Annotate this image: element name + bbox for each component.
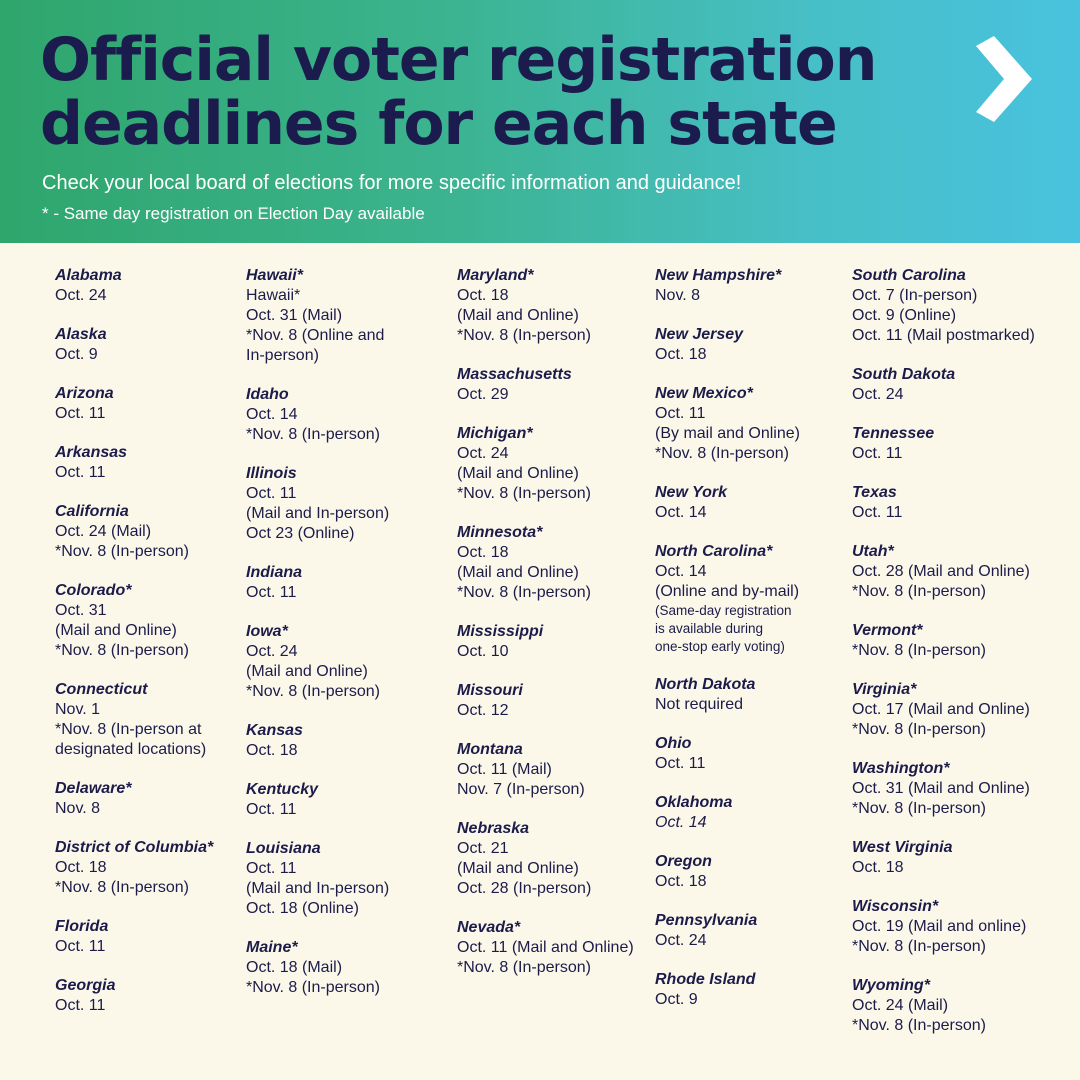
deadline-line: Oct. 28 (Mail and Online): [852, 563, 1030, 580]
state-name: Colorado*: [55, 582, 132, 599]
deadline-line: *Nov. 8 (In-person): [246, 683, 380, 700]
state-name: Virginia*: [852, 681, 917, 698]
state-entry: [852, 266, 1035, 346]
deadline-line: *Nov. 8 (In-person): [655, 445, 789, 462]
states-column-1: [55, 266, 213, 1035]
deadline-line: Oct. 14: [655, 563, 707, 580]
state-name: Michigan*: [457, 425, 533, 442]
deadline-line: Oct. 18: [655, 873, 707, 890]
state-entry: [55, 581, 213, 661]
deadline-line: Oct. 11: [246, 584, 297, 601]
state-entry: [55, 502, 213, 562]
state-entry: [852, 680, 1035, 740]
state-name: Alaska: [55, 326, 107, 343]
deadline-line: Oct. 9: [655, 991, 698, 1008]
state-entry: [655, 911, 800, 951]
deadline-line: Oct 23 (Online): [246, 525, 355, 542]
deadline-line: *Nov. 8 (In-person): [852, 642, 986, 659]
deadline-line: (Mail and In-person): [246, 880, 390, 897]
deadline-line: Oct. 21: [457, 840, 509, 857]
deadline-line: *Nov. 8 (In-person): [55, 642, 189, 659]
deadline-line: Oct. 14: [655, 504, 707, 521]
deadline-line: *Nov. 8 (In-person): [246, 979, 380, 996]
deadline-line: Oct. 11 (Mail and Online): [457, 939, 634, 956]
deadline-line: *Nov. 8 (In-person): [55, 543, 189, 560]
deadline-line: (Mail and Online): [457, 307, 579, 324]
state-entry: [457, 681, 634, 721]
state-name: Utah*: [852, 543, 894, 560]
state-entry: [852, 483, 1035, 523]
deadline-line: Oct. 18: [457, 287, 509, 304]
state-name: California: [55, 503, 129, 520]
deadline-line: Oct. 29: [457, 386, 509, 403]
state-name: Idaho: [246, 386, 289, 403]
deadline-line: designated locations): [55, 741, 207, 758]
deadline-line: Oct. 11: [55, 938, 106, 955]
deadline-line: Oct. 11: [246, 485, 297, 502]
deadline-line: *Nov. 8 (In-person): [457, 327, 591, 344]
state-entry: [852, 838, 1035, 878]
state-entry: [457, 622, 634, 662]
deadline-line: *Nov. 8 (In-person at: [55, 721, 202, 738]
same-day-note: * - Same day registration on Election Day available: [42, 204, 425, 223]
deadline-line: Oct. 24: [852, 386, 904, 403]
state-entry: [246, 839, 389, 919]
deadline-line: *Nov. 8 (In-person): [246, 426, 380, 443]
state-name: Nebraska: [457, 820, 530, 837]
deadline-line: Oct. 24: [246, 643, 298, 660]
state-entry: [655, 970, 800, 1010]
states-column-4: [655, 266, 800, 1029]
state-entry: [655, 852, 800, 892]
states-column-2: [246, 266, 389, 1017]
state-name: Washington*: [852, 760, 950, 777]
state-entry: [246, 266, 389, 366]
deadline-line: Oct. 7 (In-person): [852, 287, 978, 304]
state-entry: [655, 384, 800, 464]
deadline-line: Oct. 17 (Mail and Online): [852, 701, 1030, 718]
deadline-line: Oct. 18: [246, 742, 298, 759]
state-name: Montana: [457, 741, 523, 758]
deadline-line: Oct. 11: [55, 464, 106, 481]
state-entry: [852, 542, 1035, 602]
deadline-line: Nov. 8: [55, 800, 101, 817]
deadline-line: Oct. 18: [852, 859, 904, 876]
deadline-line: *Nov. 8 (In-person): [852, 721, 986, 738]
state-name: Illinois: [246, 465, 297, 482]
state-name: Texas: [852, 484, 897, 501]
subtitle: Check your local board of elections for more specific information and guidance!: [42, 172, 742, 194]
state-entry: [852, 976, 1035, 1036]
state-entry: [655, 542, 800, 656]
deadline-line: Not required: [655, 696, 744, 713]
deadline-line: Oct. 18: [457, 544, 509, 561]
deadline-line: Nov. 7 (In-person): [457, 781, 585, 798]
deadline-line: Oct. 18: [655, 346, 707, 363]
deadline-line: *Nov. 8 (In-person): [55, 879, 189, 896]
state-name: Vermont*: [852, 622, 923, 639]
state-name: Pennsylvania: [655, 912, 758, 929]
deadline-line: Oct. 18 (Mail): [246, 959, 343, 976]
deadline-line: *Nov. 8 (Online and: [246, 327, 385, 344]
deadline-line: Oct. 24: [457, 445, 509, 462]
state-entry: [852, 759, 1035, 819]
deadline-line: Oct. 11 (Mail): [457, 761, 552, 778]
deadline-line: Oct. 9 (Online): [852, 307, 957, 324]
state-name: New Jersey: [655, 326, 744, 343]
state-name: Kentucky: [246, 781, 319, 798]
deadline-line: (Mail and Online): [246, 663, 368, 680]
deadline-line: Oct. 11: [246, 801, 297, 818]
state-name: Arkansas: [55, 444, 128, 461]
deadline-line: Nov. 1: [55, 701, 101, 718]
states-column-5: [852, 266, 1035, 1055]
state-entry: [55, 443, 213, 483]
state-name: Wisconsin*: [852, 898, 939, 915]
state-entry: [457, 918, 634, 978]
state-name: Maryland*: [457, 267, 534, 284]
deadline-line: (Mail and Online): [457, 465, 579, 482]
deadline-line: Oct. 24: [55, 287, 107, 304]
deadline-line: *Nov. 8 (In-person): [852, 583, 986, 600]
state-name: Minnesota*: [457, 524, 543, 541]
header-banner: [0, 0, 1080, 243]
deadline-line: (Mail and In-person): [246, 505, 390, 522]
state-name: North Carolina*: [655, 543, 773, 560]
deadline-line: *Nov. 8 (In-person): [457, 485, 591, 502]
state-entry: [852, 621, 1035, 661]
deadline-line: (Mail and Online): [457, 564, 579, 581]
state-name: Kansas: [246, 722, 303, 739]
state-entry: [55, 680, 213, 760]
deadline-line: In-person): [246, 347, 319, 364]
state-entry: [246, 780, 389, 820]
state-entry: [457, 740, 634, 800]
state-name: Connecticut: [55, 681, 148, 698]
state-entry: [852, 897, 1035, 957]
page-title: [40, 25, 920, 159]
deadline-line: Oct. 18: [55, 859, 107, 876]
states-column-3: [457, 266, 634, 997]
deadline-line: Hawaii*: [246, 287, 301, 304]
state-name: Ohio: [655, 735, 692, 752]
state-entry: [55, 266, 213, 306]
state-name: Florida: [55, 918, 109, 935]
state-entry: [55, 976, 213, 1016]
deadline-line: Oct. 24 (Mail): [852, 997, 949, 1014]
deadline-line: Oct. 12: [457, 702, 509, 719]
deadline-line: *Nov. 8 (In-person): [852, 800, 986, 817]
state-entry: [852, 365, 1035, 405]
deadline-line: (Online and by-mail): [655, 583, 800, 600]
state-entry: [55, 838, 213, 898]
state-entry: [457, 523, 634, 603]
state-entry: [457, 266, 634, 346]
state-entry: [246, 938, 389, 998]
state-name: Tennessee: [852, 425, 935, 442]
deadline-line: Oct. 14: [246, 406, 298, 423]
deadline-line: Oct. 28 (In-person): [457, 880, 592, 897]
deadline-line: Oct. 11: [55, 997, 106, 1014]
state-name: Georgia: [55, 977, 116, 994]
deadline-line: Oct. 11 (Mail postmarked): [852, 327, 1035, 344]
chevron-right-icon[interactable]: [968, 34, 1038, 124]
deadline-line: Oct. 10: [457, 643, 509, 660]
state-entry: [55, 779, 213, 819]
state-entry: [246, 622, 389, 702]
deadline-line: Oct. 31 (Mail): [246, 307, 343, 324]
state-entry: [655, 325, 800, 365]
state-name: Oregon: [655, 853, 712, 870]
deadline-line: (Mail and Online): [457, 860, 579, 877]
state-name: District of Columbia*: [55, 839, 214, 856]
state-entry: [55, 325, 213, 365]
state-entry: [457, 365, 634, 405]
state-name: Wyoming*: [852, 977, 930, 994]
deadline-footnote-line: one-stop early voting): [655, 639, 785, 654]
deadline-line: Oct. 18 (Online): [246, 900, 359, 917]
deadline-line: Oct. 31 (Mail and Online): [852, 780, 1030, 797]
state-name: Missouri: [457, 682, 523, 699]
deadline-line: Oct. 11: [852, 504, 903, 521]
state-name: Alabama: [55, 267, 122, 284]
state-name: South Carolina: [852, 267, 966, 284]
state-name: Rhode Island: [655, 971, 756, 988]
deadline-line: *Nov. 8 (In-person): [852, 1017, 986, 1034]
deadline-line: Oct. 24 (Mail): [55, 523, 152, 540]
state-name: South Dakota: [852, 366, 956, 383]
deadline-line: Oct. 31: [55, 602, 107, 619]
title-line-1: Official voter registration: [40, 25, 877, 95]
deadline-line: Oct. 11: [55, 405, 106, 422]
state-entry: [655, 793, 800, 833]
state-entry: [852, 424, 1035, 464]
state-name: Delaware*: [55, 780, 132, 797]
deadline-line: Oct. 11: [655, 405, 706, 422]
state-name: Indiana: [246, 564, 303, 581]
deadline-line: Oct. 11: [655, 755, 706, 772]
deadline-line: *Nov. 8 (In-person): [457, 959, 591, 976]
deadline-line: Oct. 24: [655, 932, 707, 949]
deadline-line: Oct. 11: [852, 445, 903, 462]
state-entry: [246, 563, 389, 603]
state-entry: [655, 483, 800, 523]
state-name: New Hampshire*: [655, 267, 782, 284]
state-entry: [246, 721, 389, 761]
state-name: Nevada*: [457, 919, 521, 936]
state-name: Mississippi: [457, 623, 544, 640]
state-name: Iowa*: [246, 623, 288, 640]
state-name: New Mexico*: [655, 385, 753, 402]
deadline-line: Oct. 11: [246, 860, 297, 877]
state-name: Maine*: [246, 939, 298, 956]
deadline-line: (Mail and Online): [55, 622, 177, 639]
state-name: Hawaii*: [246, 267, 303, 284]
deadline-footnote-line: (Same-day registration: [655, 603, 792, 618]
deadline-line: *Nov. 8 (In-person): [457, 584, 591, 601]
deadline-footnote-line: is available during: [655, 621, 764, 636]
state-entry: [55, 384, 213, 424]
state-name: West Virginia: [852, 839, 953, 856]
state-entry: [246, 464, 389, 544]
state-entry: [457, 819, 634, 899]
title-line-2: deadlines for each state: [40, 89, 837, 159]
state-entry: [457, 424, 634, 504]
state-name: North Dakota: [655, 676, 756, 693]
state-entry: [55, 917, 213, 957]
state-entry: [655, 734, 800, 774]
state-name: Massachusetts: [457, 366, 572, 383]
deadline-line: Oct. 14: [655, 814, 707, 831]
state-entry: [655, 266, 800, 306]
state-name: Louisiana: [246, 840, 321, 857]
deadline-line: Nov. 8: [655, 287, 701, 304]
deadline-line: *Nov. 8 (In-person): [852, 938, 986, 955]
state-entry: [655, 675, 800, 715]
state-name: Oklahoma: [655, 794, 733, 811]
deadline-line: Oct. 19 (Mail and online): [852, 918, 1027, 935]
state-name: Arizona: [55, 385, 114, 402]
deadline-line: Oct. 9: [55, 346, 98, 363]
deadline-line: (By mail and Online): [655, 425, 800, 442]
state-name: New York: [655, 484, 728, 501]
state-entry: [246, 385, 389, 445]
